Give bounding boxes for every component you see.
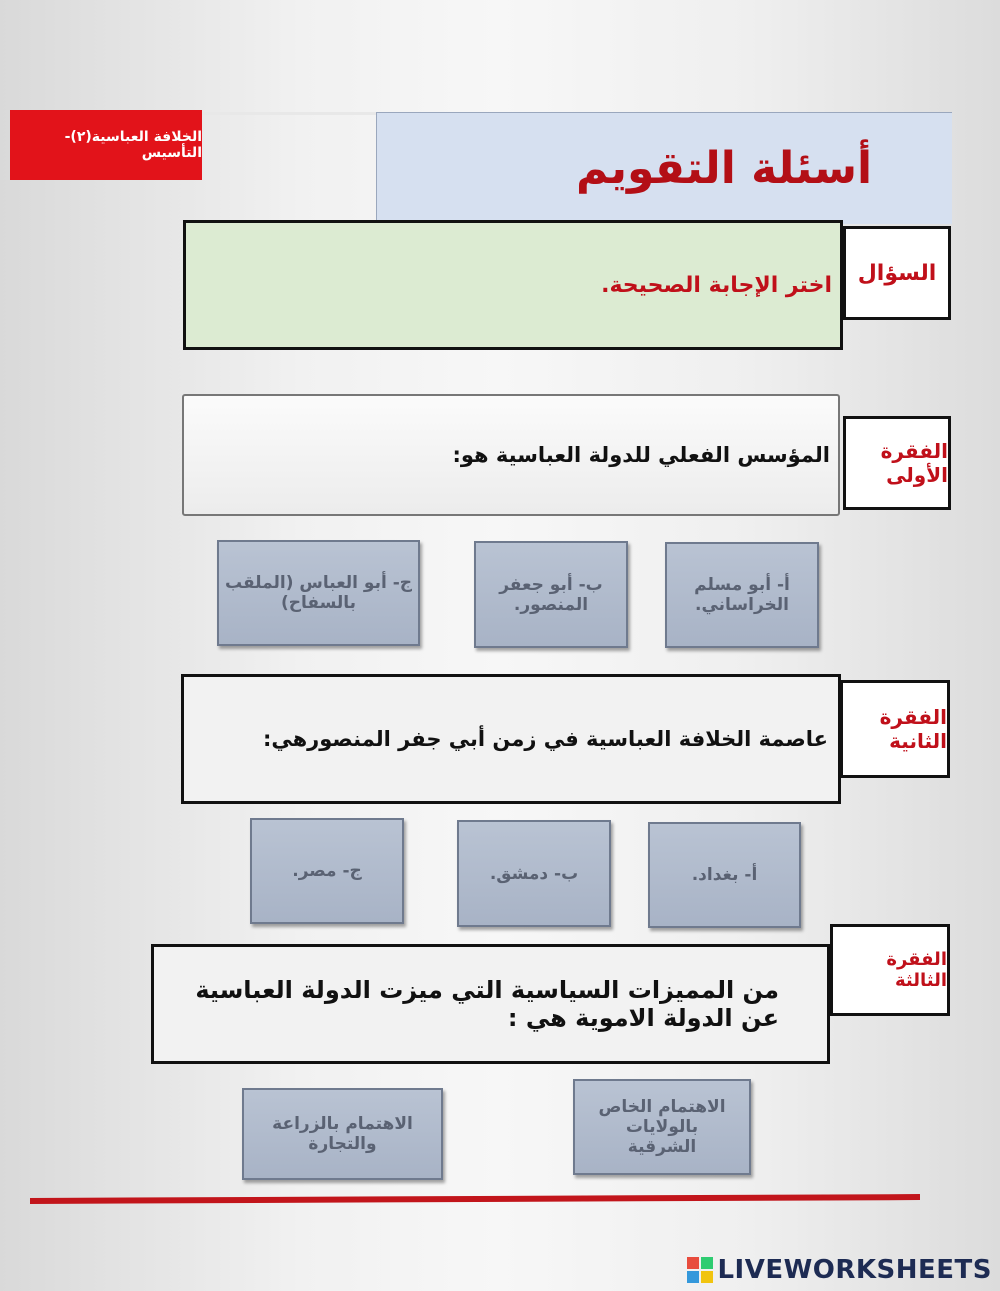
question-1-text: المؤسس الفعلي للدولة العباسية هو: <box>452 443 830 467</box>
instruction-text: اختر الإجابة الصحيحة. <box>601 272 832 298</box>
divider-line <box>30 1194 920 1204</box>
logo-grid-icon <box>687 1257 713 1283</box>
lesson-tag: الخلافة العباسية(٢)- التأسيس <box>10 110 202 180</box>
page-title: أسئلة التقويم <box>575 142 873 194</box>
instruction-label: السؤال <box>843 226 951 320</box>
q1-option-a[interactable]: أ- أبو مسلم الخراساني. <box>665 542 819 648</box>
q2-option-a[interactable]: أ- بغداد. <box>648 822 801 928</box>
q2-option-b[interactable]: ب- دمشق. <box>457 820 611 927</box>
question-2-text: عاصمة الخلافة العباسية في زمن أبي جفر المنصورهي: <box>262 727 828 751</box>
question-3-label: الفقرة الثالثة <box>830 924 950 1016</box>
q3-option-a[interactable]: الاهتمام الخاص بالولايات الشرقية <box>573 1079 751 1175</box>
question-3-text: من المميزات السياسية التي ميزت الدولة العباسية عن الدولة الاموية هي : <box>195 976 779 1032</box>
question-3-box <box>151 944 830 1064</box>
question-1-label: الفقرة الأولى <box>843 416 951 510</box>
question-2-label: الفقرة الثانية <box>840 680 950 778</box>
question-2-box <box>181 674 841 804</box>
instruction-box <box>183 220 843 350</box>
liveworksheets-logo <box>687 1253 992 1287</box>
q1-option-c[interactable]: ج- أبو العباس (الملقب بالسفاح) <box>217 540 420 646</box>
question-1-box <box>182 394 840 516</box>
q3-option-b[interactable]: الاهتمام بالزراعة والتجارة <box>242 1088 443 1180</box>
q1-option-b[interactable]: ب- أبو جعفر المنصور. <box>474 541 628 648</box>
q2-option-c[interactable]: ج- مصر. <box>250 818 404 924</box>
brand-name: LIVEWORKSHEETS <box>717 1255 992 1285</box>
